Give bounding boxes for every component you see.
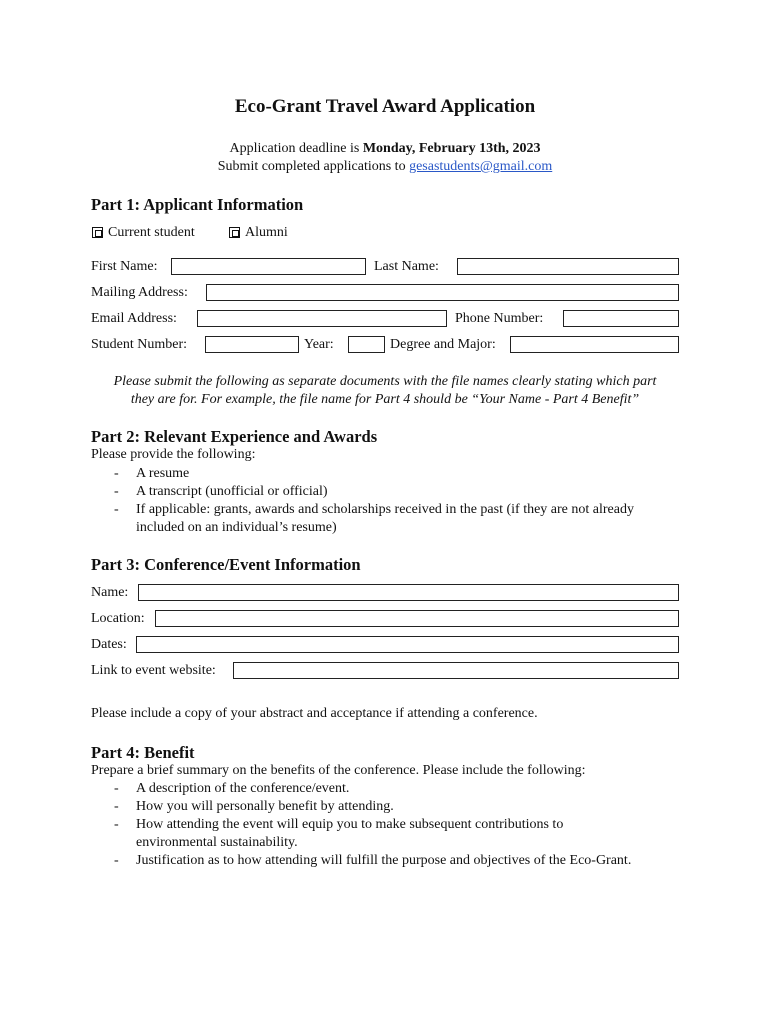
- year-field[interactable]: [348, 336, 385, 353]
- mailing-address-field[interactable]: [206, 284, 679, 301]
- part2-heading: Part 2: Relevant Experience and Awards: [91, 427, 378, 446]
- current-student-label: Current student: [108, 225, 195, 240]
- email-address-field[interactable]: [197, 310, 447, 327]
- deadline-prefix: Application deadline is: [229, 141, 363, 156]
- year-label: Year:: [304, 337, 334, 352]
- part4-item-benefit: How you will personally benefit by attending.: [136, 799, 394, 814]
- submit-prefix: Submit completed applications to: [217, 159, 410, 174]
- event-name-field[interactable]: [138, 584, 679, 601]
- bullet-dash: -: [114, 799, 119, 814]
- bullet-dash: -: [114, 781, 119, 796]
- student-number-label: Student Number:: [91, 337, 188, 352]
- part4-item-justification: Justification as to how attending will fulfill the purpose and objectives of the Eco-Grant.: [136, 853, 632, 868]
- file-name-note-line1: Please submit the following as separate documents with the file names clearly stating which part: [113, 374, 657, 389]
- bullet-dash: -: [114, 502, 119, 517]
- bullet-dash: -: [114, 817, 119, 832]
- part2-item-grants: If applicable: grants, awards and scholarships received in the past (if they are not already: [136, 502, 634, 517]
- bullet-dash: -: [114, 853, 119, 868]
- part2-item-resume: A resume: [136, 466, 190, 481]
- alumni-label: Alumni: [245, 225, 288, 240]
- bullet-dash: -: [114, 484, 119, 499]
- deadline-date: Monday, February 13th, 2023: [362, 141, 541, 156]
- part4-intro: Prepare a brief summary on the benefits of the conference. Please include the following:: [91, 763, 586, 778]
- event-website-label: Link to event website:: [91, 663, 216, 678]
- event-dates-label: Dates:: [91, 637, 127, 652]
- first-name-field[interactable]: [171, 258, 366, 275]
- deadline-line: [0, 141, 770, 157]
- first-name-label: First Name:: [91, 259, 158, 274]
- part3-heading: Part 3: Conference/Event Information: [91, 555, 361, 574]
- part4-item-equip-cont: environmental sustainability.: [136, 835, 298, 850]
- bullet-dash: -: [114, 466, 119, 481]
- file-name-note-line2: they are for. For example, the file name for Part 4 should be “Your Name - Part 4 Benefit”: [130, 392, 640, 407]
- part1-heading: Part 1: Applicant Information: [91, 195, 304, 214]
- current-student-checkbox[interactable]: [92, 227, 103, 238]
- phone-number-label: Phone Number:: [455, 311, 544, 326]
- page-title: Eco-Grant Travel Award Application: [234, 96, 536, 117]
- part4-heading: Part 4: Benefit: [91, 743, 195, 762]
- submit-line: [0, 159, 770, 175]
- last-name-field[interactable]: [457, 258, 679, 275]
- email-address-label: Email Address:: [91, 311, 177, 326]
- alumni-checkbox[interactable]: [229, 227, 240, 238]
- event-location-label: Location:: [91, 611, 145, 626]
- part2-item-transcript: A transcript (unofficial or official): [136, 484, 328, 499]
- event-name-label: Name:: [91, 585, 129, 600]
- abstract-note: Please include a copy of your abstract and acceptance if attending a conference.: [91, 706, 538, 721]
- email-link[interactable]: gesastudents@gmail.com: [409, 159, 553, 174]
- part2-item-grants-cont: included on an individual’s resume): [136, 520, 337, 535]
- degree-major-field[interactable]: [510, 336, 679, 353]
- part4-item-equip: How attending the event will equip you to make subsequent contributions to: [136, 817, 564, 832]
- phone-number-field[interactable]: [563, 310, 679, 327]
- student-number-field[interactable]: [205, 336, 299, 353]
- last-name-label: Last Name:: [374, 259, 439, 274]
- part4-item-description: A description of the conference/event.: [136, 781, 350, 796]
- degree-major-label: Degree and Major:: [390, 337, 496, 352]
- mailing-address-label: Mailing Address:: [91, 285, 188, 300]
- part2-intro: Please provide the following:: [91, 447, 256, 462]
- event-location-field[interactable]: [155, 610, 679, 627]
- event-dates-field[interactable]: [136, 636, 679, 653]
- event-website-field[interactable]: [233, 662, 679, 679]
